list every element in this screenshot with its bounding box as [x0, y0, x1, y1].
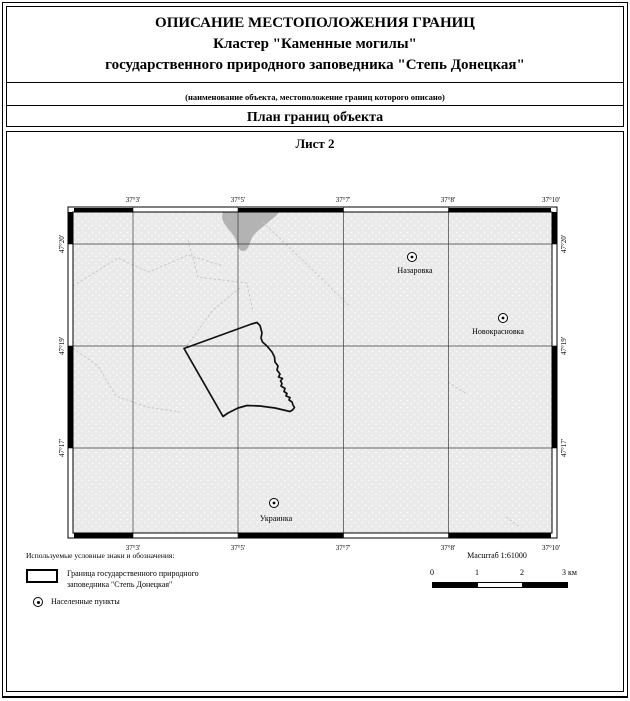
legend-heading: Используемые условные знаки и обозначения:: [26, 551, 175, 560]
settlement-symbol: [33, 597, 43, 607]
cluster-name: Кластер "Каменные могилы": [213, 36, 417, 52]
settlement-symbol-dot: [37, 601, 40, 604]
boundary-legend-line1: Граница государственного природного: [67, 569, 199, 578]
latitude-label-right: 47°17': [560, 438, 568, 458]
plan-title-block: [7, 106, 623, 128]
longitude-label-bottom: 37°7': [335, 544, 351, 552]
boundary-legend-line2: заповедника "Степь Донецкая": [67, 580, 173, 589]
scale-tick: 1: [475, 568, 479, 577]
settlement-label: Украинка: [259, 514, 293, 523]
scale-tick: 0: [430, 568, 434, 577]
longitude-label-top: 37°8': [440, 196, 456, 204]
map-background: [73, 212, 552, 533]
latitude-label-right: 47°20': [560, 234, 568, 254]
scale-tick: 3 км: [562, 568, 577, 577]
sheet-number: Лист 2: [295, 136, 335, 151]
scale-bar-segment: [522, 583, 567, 587]
reserve-name: государственного природного заповедника "Степь Донецкая": [105, 57, 525, 73]
longitude-label-top: 37°7': [335, 196, 351, 204]
settlement-label: Новокрасновка: [472, 327, 524, 336]
title-block: [7, 7, 623, 83]
latitude-label-left: 47°20': [58, 234, 66, 254]
document-title: ОПИСАНИЕ МЕСТОПОЛОЖЕНИЯ ГРАНИЦ: [155, 15, 475, 31]
settlement-legend-label: Населенные пункты: [51, 597, 120, 606]
longitude-label-bottom: 37°10': [541, 544, 561, 552]
object-caption: (наименование объекта, местоположение границ которого описано): [185, 92, 445, 102]
caption-block: [7, 83, 623, 106]
boundary-symbol: [26, 569, 58, 583]
longitude-label-top: 37°10': [541, 196, 561, 204]
scale-tick: 2: [520, 568, 524, 577]
latitude-label-left: 47°17': [58, 438, 66, 458]
plan-title: План границ объекта: [246, 110, 384, 125]
longitude-label-top: 37°5': [230, 196, 246, 204]
scale-bar-segment: [478, 583, 522, 587]
boundary-legend-label: [67, 568, 257, 590]
boundary-map: [50, 186, 580, 558]
header-box: [6, 6, 624, 127]
latitude-label-left: 47°19': [58, 336, 66, 356]
longitude-label-bottom: 37°5': [230, 544, 246, 552]
scale-bar: [432, 582, 568, 588]
scale-bar-segment: [433, 583, 478, 587]
latitude-label-right: 47°19': [560, 336, 568, 356]
longitude-label-bottom: 37°3': [125, 544, 141, 552]
longitude-label-top: 37°3': [125, 196, 141, 204]
longitude-label-bottom: 37°8': [440, 544, 456, 552]
settlement-label: Назаровка: [397, 266, 433, 275]
scale-label: Масштаб 1:61000: [467, 551, 527, 560]
